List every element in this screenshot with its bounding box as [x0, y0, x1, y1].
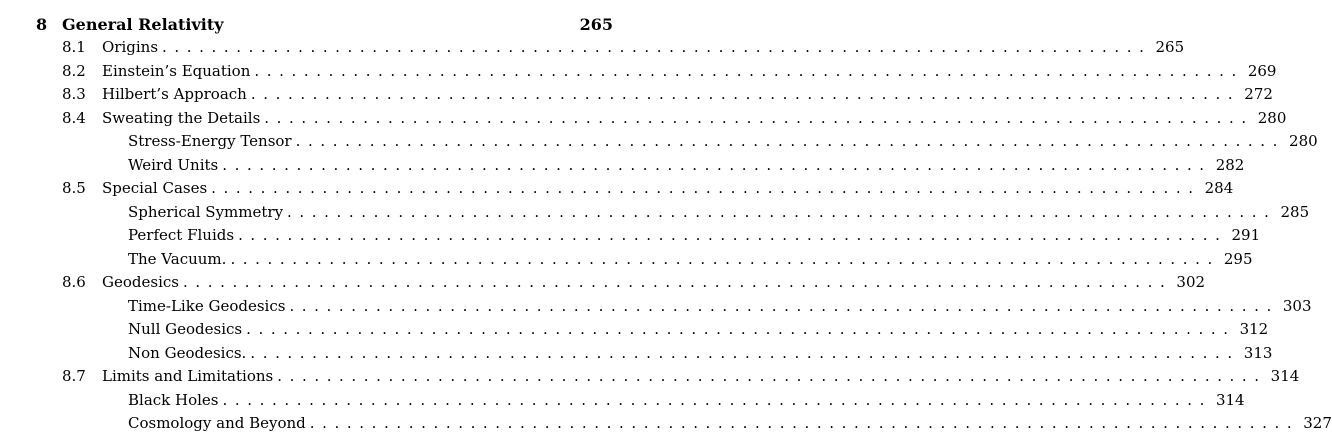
entry-title: Black Holes: [128, 390, 219, 409]
section-number: 8.1: [62, 38, 86, 56]
toc-section-entry[interactable]: [0, 365, 1300, 389]
toc-subsection-entry[interactable]: [0, 201, 1310, 225]
entry-page-number: 303: [1282, 296, 1312, 315]
section-number: 8.3: [62, 85, 86, 103]
entry-line: [102, 177, 1234, 201]
entry-page-number: 291: [1231, 226, 1261, 244]
entry-title: The Vacuum.: [128, 249, 227, 268]
entry-page-number: 295: [1223, 249, 1253, 268]
dot-leader: ................................................................................: [309, 414, 1300, 432]
entry-line: [102, 107, 1287, 131]
toc-subsection-entry[interactable]: [0, 342, 1273, 366]
entry-line: [128, 248, 1253, 272]
toc-subsection-entry[interactable]: [0, 295, 1312, 319]
entry-line: [102, 83, 1273, 107]
entry-line: [128, 412, 1332, 436]
toc-subsection-entry[interactable]: [0, 154, 1245, 178]
entry-title: Einstein’s Equation: [102, 61, 251, 80]
section-number: 8.6: [62, 273, 86, 291]
entry-line: [128, 295, 1312, 319]
dot-leader: ................................................................................: [162, 38, 1152, 56]
toc-section-entry[interactable]: [0, 36, 1185, 60]
entry-page-number: 280: [1257, 108, 1287, 127]
toc-section-entry[interactable]: [0, 177, 1234, 201]
dot-leader: ................................................................................: [230, 249, 1220, 268]
entry-title: Time-Like Geodesics: [128, 296, 286, 315]
entry-page-number: 327: [1303, 414, 1332, 432]
entry-page-number: 272: [1244, 85, 1273, 103]
entry-title: Limits and Limitations: [102, 367, 274, 385]
entry-page-number: 284: [1204, 179, 1234, 197]
entry-title: Cosmology and Beyond: [128, 414, 306, 432]
section-number: 8.7: [62, 367, 86, 385]
dot-leader: ................................................................................: [250, 343, 1240, 362]
toc-subsection-entry[interactable]: [0, 412, 1332, 436]
entry-title: Origins: [102, 38, 159, 56]
dot-leader: ................................................................................: [222, 155, 1212, 174]
entry-page-number: 265: [1155, 38, 1185, 56]
section-number: 8.5: [62, 179, 86, 197]
entry-title: Special Cases: [102, 179, 208, 197]
entry-title: Sweating the Details: [102, 108, 261, 127]
entry-page-number: 302: [1176, 273, 1206, 291]
toc-section-entry[interactable]: [0, 60, 1277, 84]
chapter-number: 8: [36, 15, 48, 34]
entry-line: [102, 60, 1277, 84]
entry-page-number: 282: [1215, 155, 1245, 174]
entry-title: Perfect Fluids: [128, 226, 235, 244]
dot-leader: ................................................................................: [254, 61, 1244, 80]
toc-subsection-entry[interactable]: [0, 318, 1269, 342]
entry-line: [102, 271, 1206, 295]
toc-section-entry[interactable]: [0, 107, 1287, 131]
chapter-page-number: 265: [579, 15, 613, 34]
entry-line: [128, 389, 1245, 413]
entry-line: [128, 342, 1273, 366]
entry-title: Null Geodesics: [128, 320, 243, 338]
toc-section-entry[interactable]: [0, 271, 1206, 295]
chapter-heading[interactable]: [0, 14, 629, 36]
dot-leader: ................................................................................: [222, 390, 1212, 409]
entry-title: Non Geodesics.: [128, 343, 247, 362]
toc-entries: [0, 36, 1332, 436]
toc-subsection-entry[interactable]: [0, 224, 1261, 248]
entry-page-number: 314: [1270, 367, 1300, 385]
dot-leader: ................................................................................: [287, 202, 1277, 221]
dot-leader: ................................................................................: [264, 108, 1254, 127]
entry-page-number: 269: [1247, 61, 1277, 80]
entry-page-number: 312: [1239, 320, 1269, 338]
entry-line: [128, 154, 1245, 178]
entry-title: Hilbert’s Approach: [102, 85, 247, 103]
dot-leader: ................................................................................: [295, 132, 1286, 150]
entry-title: Weird Units: [128, 155, 219, 174]
chapter-title: General Relativity: [62, 15, 224, 34]
section-number: 8.4: [62, 108, 86, 127]
dot-leader: ................................................................................: [238, 226, 1228, 244]
entry-line: [102, 365, 1300, 389]
dot-leader: ................................................................................: [246, 320, 1236, 338]
toc-subsection-entry[interactable]: [0, 389, 1245, 413]
entry-line: [128, 201, 1310, 225]
toc-subsection-entry[interactable]: [0, 248, 1253, 272]
entry-line: [128, 224, 1261, 248]
dot-leader: ................................................................................: [182, 273, 1173, 291]
entry-page-number: 313: [1243, 343, 1273, 362]
section-number: 8.2: [62, 61, 86, 80]
entry-title: Geodesics: [102, 273, 179, 291]
toc-section-entry[interactable]: [0, 83, 1273, 107]
entry-line: [128, 318, 1269, 342]
entry-page-number: 280: [1289, 132, 1318, 150]
dot-leader: ................................................................................: [277, 367, 1267, 385]
entry-title: Spherical Symmetry: [128, 202, 284, 221]
dot-leader: ................................................................................: [289, 296, 1279, 315]
entry-line: [128, 130, 1318, 154]
dot-leader: ................................................................................: [250, 85, 1241, 103]
dot-leader: ................................................................................: [211, 179, 1201, 197]
entry-page-number: 285: [1280, 202, 1310, 221]
entry-line: [102, 36, 1185, 60]
entry-page-number: 314: [1215, 390, 1245, 409]
toc-subsection-entry[interactable]: [0, 130, 1318, 154]
entry-title: Stress-Energy Tensor: [128, 132, 292, 150]
